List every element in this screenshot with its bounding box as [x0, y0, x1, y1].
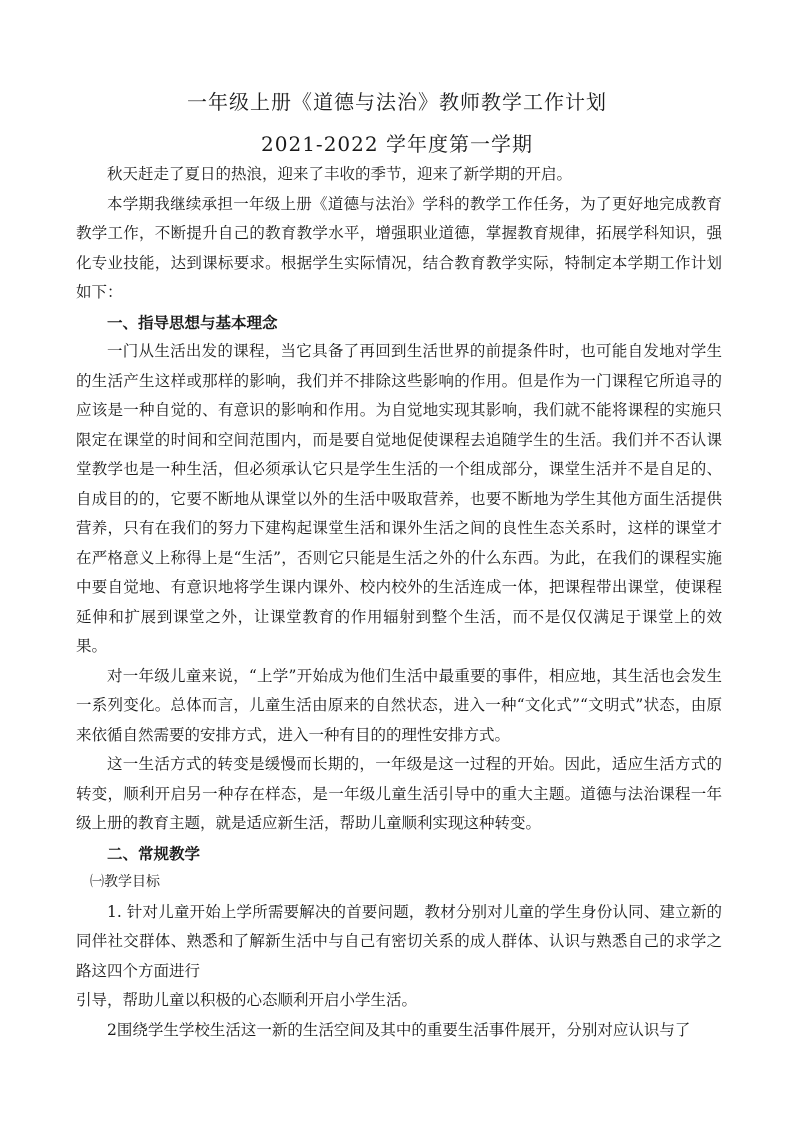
paragraph-goal-2: 2围绕学生学校生活这一新的生活空间及其中的重要生活事件展开，分别对应认识与了: [107, 1020, 691, 1039]
section-heading-guiding-ideas: 一、指导思想与基本理念: [107, 312, 278, 332]
subsection-heading-teaching-goals: ㈠教学目标: [90, 874, 160, 890]
paragraph-curriculum-life: 一门从生活出发的课程，当它具备了再回到生活世界的前提条件时，也可能自发地对学生的生活产生这样或那样的影响，我们并不排除这些影响的作用。但是作为一门课程它所追寻的应该是一种自觉的、有意识的影响和作用。为自觉地实现其影响，我们就不能将课程的实施只限定在课堂的时间和空间范围内，而是要自觉地促使课程去追随学生的生活。我们并不否认课堂教学也是一种生活，但必须承认它只是学生生活的一个组成部分，课堂生活并不是自足的、自成目的的，它要不断地从课堂以外的生活中吸取营养，也要不断地为学生其他方面生活提供营养，只有在我们的努力下建构起课堂生活和课外生活之间的良性生态关系时，这样的课堂才在严格意义上称得上是“生活”，否则它只能是生活之外的什么东西。为此，在我们的课程实施中要自觉地、有意识地将学生课内课外、校内校外的生活连成一体，把课程带出课堂，使课程延伸和扩展到课堂之外，让课堂教育的作用辐射到整个生活，而不是仅仅满足于课堂上的效果。: [76, 342, 722, 655]
document-title: 一年级上册《道德与法治》教师教学工作计划: [187, 90, 607, 114]
paragraph-first-grade-children: 对一年级儿童来说，“上学”开始成为他们生活中最重要的事件，相应地，其生活也会发生一系列变化。总体而言，儿童生活由原来的自然状态，进入一种“文化式”“文明式”状态，由原来依循自然需要的安排方式，进入一种有目的的理性安排方式。: [76, 666, 722, 744]
paragraph-goal-1: 1. 针对儿童开始上学所需要解决的首要问题，教材分别对儿童的学生身份认同、建立新的同伴社交群体、熟悉和了解新生活中与自己有密切关系的成人群体、认识与熟悉自己的求学之路这四个方面进行: [76, 902, 722, 980]
document-body: [76, 160, 722, 1045]
paragraph-purpose: 本学期我继续承担一年级上册《道德与法治》学科的教学工作任务，为了更好地完成教育教学工作，不断提升自己的教育教学水平，增强职业道德，掌握教育规律，拓展学科知识，强化专业技能，达到课标要求。根据学生实际情况，结合教育教学实际，特制定本学期工作计划如下：: [76, 194, 722, 301]
paragraph-goal-1-continued: 引导，帮助儿童以积极的心态顺利开启小学生活。: [76, 991, 418, 1009]
document-subtitle: 2021-2022 学年度第一学期: [261, 132, 533, 156]
paragraph-intro: 秋天赶走了夏日的热浪，迎来了丰收的季节，迎来了新学期的开启。: [107, 165, 573, 183]
section-heading-routine-teaching: 二、常规教学: [107, 843, 201, 863]
paragraph-lifestyle-transition: 这一生活方式的转变是缓慢而长期的，一年级是这一过程的开始。因此，适应生活方式的转变，顺利开启另一种存在样态，是一年级儿童生活引导中的重大主题。道德与法治课程一年级上册的教育主题，就是适应新生活，帮助儿童顺利实现这种转变。: [76, 755, 722, 832]
